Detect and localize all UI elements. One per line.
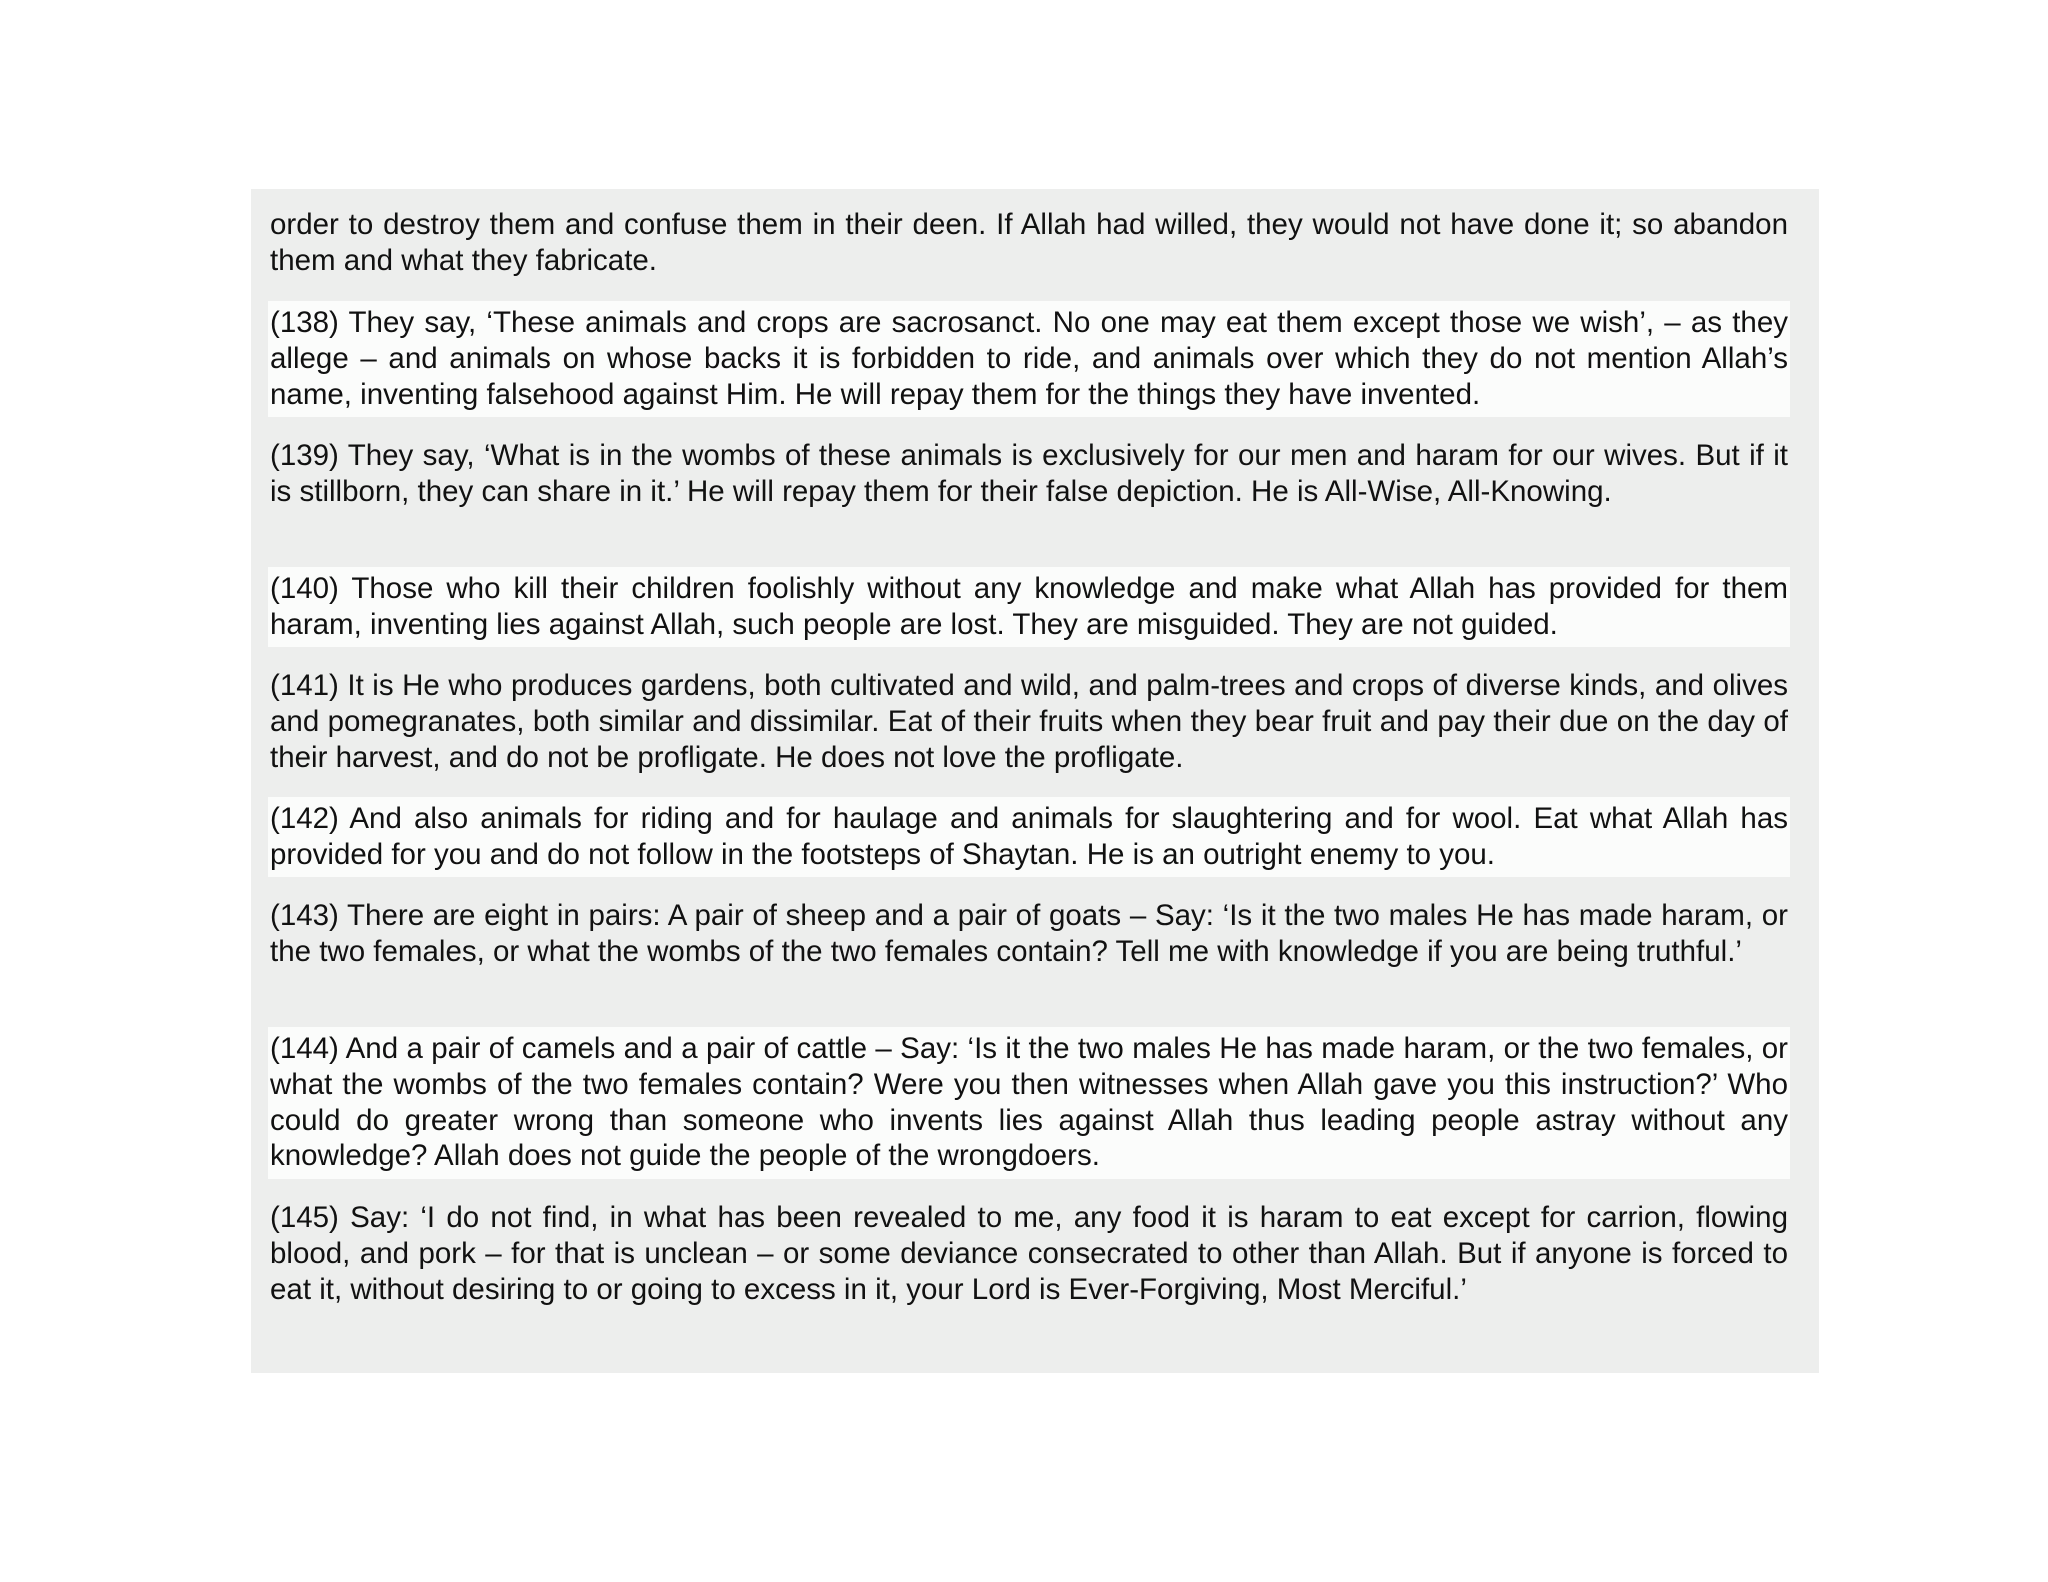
paragraph-verse-139: (139) They say, ‘What is in the wombs of these animals is exclusively for our men and haram for our wives. But if it is stillborn, they can share in it.’ He will repay them for their false depiction. He is All-Wise, All-Knowing.	[270, 439, 1788, 508]
paragraph-verse-138: (138) They say, ‘These animals and crops are sacrosanct. No one may eat them except those we wish’, – as they allege – and animals on whose backs it is forbidden to ride, and animals over which they do not mention Allah’s name, inventing falsehood against Him. He will repay them for the things they have invented.	[268, 301, 1790, 417]
paragraph-verse-141: (141) It is He who produces gardens, both cultivated and wild, and palm-trees and crops of diverse kinds, and olives and pomegranates, both similar and dissimilar. Eat of their fruits when they bear fruit and pay their due on the day of their harvest, and do not be profligate. He does not love the profligate.	[270, 669, 1788, 774]
paragraph-verse-143: (143) There are eight in pairs: A pair of sheep and a pair of goats – Say: ‘Is it the two males He has made haram, or the two females, or what the wombs of the two females contain? Tell me with knowledge if you are being truthful.’	[270, 899, 1788, 968]
text-panel	[251, 189, 1819, 1373]
paragraph-verse-140: (140) Those who kill their children foolishly without any knowledge and make what Allah has provided for them haram, inventing lies against Allah, such people are lost. They are misguided. They are not guided.	[268, 567, 1790, 647]
paragraph-continuation: order to destroy them and confuse them in their deen. If Allah had willed, they would not have done it; so abandon them and what they fabricate.	[270, 208, 1788, 277]
paragraph-verse-144: (144) And a pair of camels and a pair of cattle – Say: ‘Is it the two males He has made haram, or the two females, or what the wombs of the two females contain? Were you then witnesses when Allah gave you this instruction?’ Who could do greater wrong than someone who invents lies against Allah thus leading people astray without any knowledge? Allah does not guide the people of the wrongdoers.	[268, 1027, 1790, 1179]
paragraph-verse-142: (142) And also animals for riding and for haulage and animals for slaughtering and for wool. Eat what Allah has provided for you and do not follow in the footsteps of Shaytan. He is an outright enemy to you.	[268, 797, 1790, 877]
paragraph-verse-145: (145) Say: ‘I do not find, in what has been revealed to me, any food it is haram to eat except for carrion, flowing blood, and pork – for that is unclean – or some deviance consecrated to other than Allah. But if anyone is forced to eat it, without desiring to or going to excess in it, your Lord is Ever-Forgiving, Most Merciful.’	[270, 1201, 1788, 1306]
